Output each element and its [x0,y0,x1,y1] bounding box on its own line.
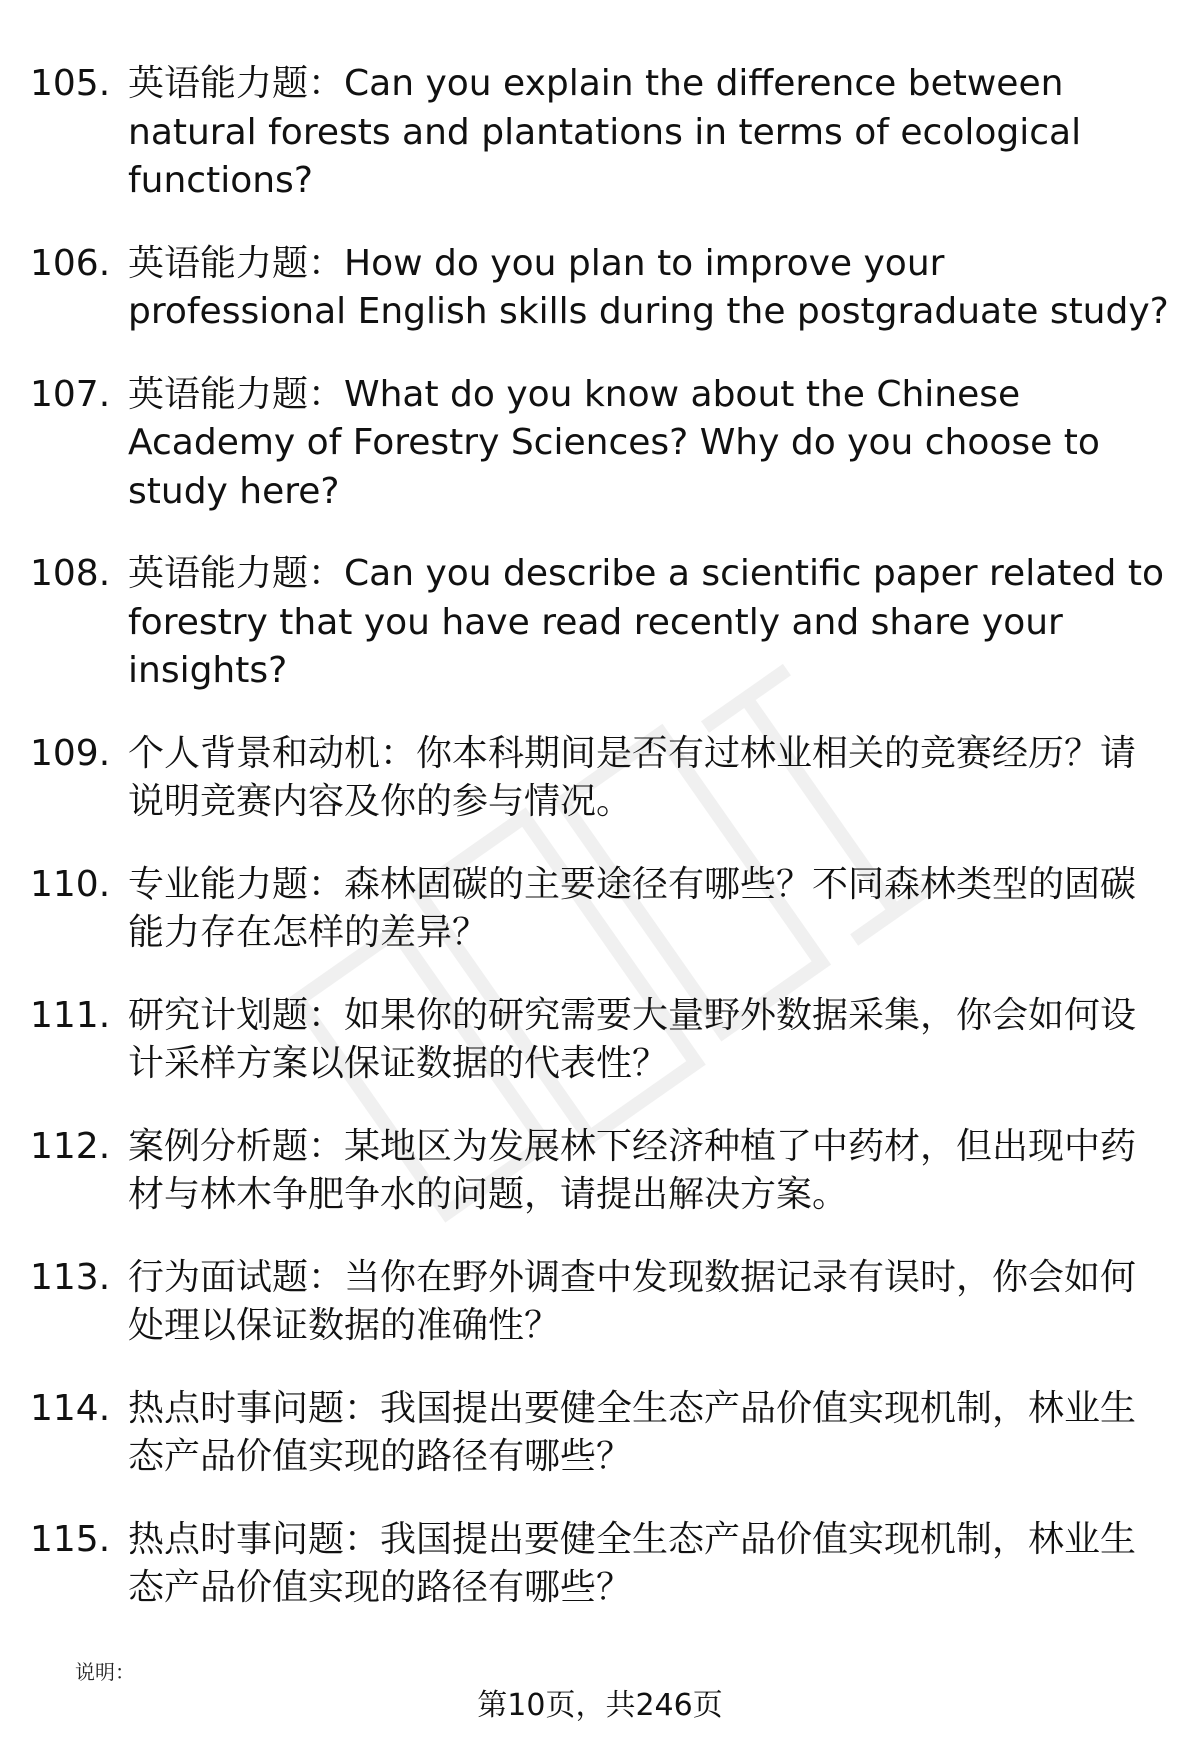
question-number: 113. [30,1256,111,1298]
question-item [30,992,1180,1089]
question-text: 热点时事问题：我国提出要健全生态产品价值实现机制，林业生态产品价值实现的路径有哪些？ [128,1518,1137,1608]
question-text: 英语能力题：Can you describe a scientific paper related to forestry that you have read recently and share your insights? [128,553,1164,691]
question-item [30,1254,1180,1351]
question-number: 106. [30,242,111,284]
page-number-footer: 第10页，共246页 [477,1688,723,1723]
question-item [30,240,1180,337]
question-number: 105. [30,63,111,104]
question-number: 109. [30,732,111,774]
question-text: 案例分析题：某地区为发展林下经济种植了中药材，但出现中药材与林木争肥争水的问题，请提出解决方案。 [128,1125,1137,1215]
question-number: 110. [30,863,111,905]
question-number: 107. [30,373,111,415]
question-item [30,1385,1180,1482]
question-item [30,730,1180,827]
question-text: 行为面试题：当你在野外调查中发现数据记录有误时，你会如何处理以保证数据的准确性？ [128,1256,1137,1346]
note-label: 说明： [75,1660,135,1684]
question-text: 个人背景和动机：你本科期间是否有过林业相关的竞赛经历？请说明竞赛内容及你的参与情况。 [128,732,1137,822]
question-text: 英语能力题：How do you plan to improve your professional English skills during the postgraduate study? [128,242,1169,332]
question-item [30,550,1180,696]
question-item [30,1516,1180,1613]
question-text: 英语能力题：What do you know about the Chinese Academy of Forestry Sciences? Why do you choose to study here? [128,373,1100,512]
question-text: 热点时事问题：我国提出要健全生态产品价值实现机制，林业生态产品价值实现的路径有哪些？ [128,1387,1137,1477]
question-text: 英语能力题：Can you explain the difference between natural forests and plantations in terms of ecological functions? [128,63,1082,201]
question-number: 114. [30,1387,111,1429]
question-item [30,60,1180,206]
question-number: 108. [30,553,111,594]
question-text: 专业能力题：森林固碳的主要途径有哪些？不同森林类型的固碳能力存在怎样的差异？ [128,863,1137,953]
question-number: 115. [30,1518,111,1560]
question-number: 112. [30,1125,111,1167]
question-item [30,371,1180,517]
question-item [30,861,1180,958]
question-number: 111. [30,994,111,1036]
question-list [30,60,1180,1647]
question-text: 研究计划题：如果你的研究需要大量野外数据采集，你会如何设计采样方案以保证数据的代表性？ [128,994,1137,1084]
question-item [30,1123,1180,1220]
